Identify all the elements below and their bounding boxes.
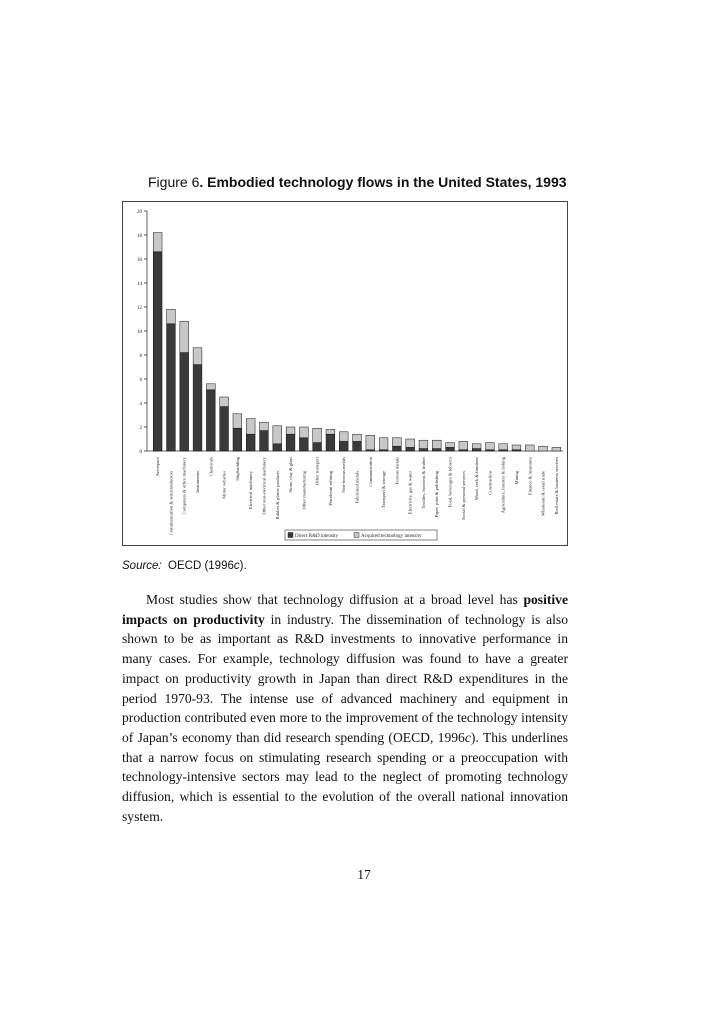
category-label: Instruments: [195, 471, 201, 493]
category-label: Mining: [513, 471, 519, 485]
bar-direct-rd: [167, 324, 176, 451]
bar-acquired: [392, 438, 401, 446]
y-tick-label: 10: [137, 330, 142, 335]
bar-acquired: [326, 429, 335, 434]
bar-direct-rd: [446, 447, 455, 451]
bar-acquired: [193, 348, 202, 365]
bar-acquired: [432, 440, 441, 448]
y-tick-label: 12: [137, 306, 142, 311]
bar-direct-rd: [339, 441, 348, 451]
category-label: Other manufacturing: [301, 471, 307, 510]
bar-acquired: [220, 397, 229, 407]
paragraph-part-3: ). This underlines that a narrow focus on stimulating research spending or a preoccupation with technology-intensive sectors may lead to the neglect of promoting technology diffusion, which is essential to the evolution of the overall national innovation system.: [122, 729, 568, 824]
category-label: Ferrous metals: [394, 457, 400, 485]
category-label: Chemicals: [208, 457, 214, 477]
category-label: Paper, print & publishing: [434, 471, 440, 518]
bar-direct-rd: [419, 449, 428, 451]
legend-swatch-acquired: [354, 533, 359, 538]
bar-direct-rd: [206, 390, 215, 451]
bar-acquired: [472, 444, 481, 449]
bar-acquired: [180, 321, 189, 352]
stacked-bar-chart: [123, 202, 569, 547]
category-label: Other transport: [314, 457, 320, 485]
bar-direct-rd: [260, 431, 269, 451]
bar-acquired: [539, 446, 548, 451]
bar-acquired: [379, 438, 388, 450]
bar-direct-rd: [233, 428, 242, 451]
source-text-end: ).: [239, 560, 247, 572]
bar-acquired: [233, 414, 242, 428]
category-label: Other non-electrical machinery: [261, 457, 267, 515]
bar-direct-rd: [472, 449, 481, 451]
figure-title: [148, 174, 567, 190]
category-label: Communication: [367, 457, 373, 487]
category-label: Real estate & business services: [553, 457, 559, 515]
y-tick-label: 16: [137, 258, 142, 263]
source-label: Source:: [122, 560, 162, 572]
page-number: 17: [357, 867, 371, 882]
bar-direct-rd: [406, 447, 415, 451]
bar-direct-rd: [313, 443, 322, 451]
bar-acquired: [153, 233, 162, 252]
y-tick-label: 20: [137, 210, 142, 215]
bar-acquired: [459, 441, 468, 449]
y-tick-label: 4: [139, 402, 142, 407]
bar-direct-rd: [180, 353, 189, 451]
category-label: Electrical machinery: [248, 471, 254, 510]
paragraph-italic: c: [464, 729, 471, 745]
category-label: Stone, clay & glass: [288, 457, 294, 493]
figure-number: Figure 6: [148, 174, 200, 190]
category-label: Fabricated metals: [354, 471, 360, 504]
bar-acquired: [499, 444, 508, 450]
bar-direct-rd: [392, 446, 401, 451]
category-label: Electricity, gas & water: [407, 471, 413, 515]
category-label: Transport & storage: [381, 471, 387, 508]
bar-acquired: [260, 422, 269, 430]
category-label: Non-ferrous metals: [341, 457, 347, 493]
y-tick-label: 0: [139, 450, 142, 455]
category-label: Computers & office machinery: [181, 457, 187, 515]
source-text-italic: c: [233, 560, 240, 572]
bar-direct-rd: [153, 252, 162, 451]
chart-frame: [122, 201, 568, 546]
category-label: Food, beverages & tobacco: [447, 457, 453, 508]
paragraph-part-2: in industry. The dissemination of technology is also shown to be as important as R&D investments to innovative performance in many cases. For example, technology diffusion was found to have a greater impact on productivity growth in Japan than direct R&D expenditures in the period 1970-93. The intense use of advanced machinery and equipment in production contributed even more to the improvement of the technology intensity of Japan’s economy than did research spending (OECD, 1996: [122, 611, 568, 745]
bar-acquired: [512, 445, 521, 450]
bar-direct-rd: [220, 407, 229, 451]
bar-acquired: [419, 440, 428, 448]
bar-acquired: [206, 384, 215, 390]
bar-direct-rd: [353, 441, 362, 451]
category-label: Social & personal services: [460, 471, 466, 520]
legend-label-acquired: Acquired technology intensity: [361, 534, 422, 539]
category-label: Wood, cork & furniture: [474, 457, 480, 501]
category-label: Motor vehicles: [221, 471, 227, 499]
bar-direct-rd: [246, 434, 255, 451]
bar-acquired: [406, 439, 415, 447]
bar-acquired: [525, 445, 534, 451]
bar-acquired: [273, 426, 282, 444]
bar-direct-rd: [326, 434, 335, 451]
paragraph-bold: positive impacts on productivity: [122, 592, 568, 627]
category-label: Wholesale & retail trade: [540, 471, 546, 517]
category-label: Aerospace: [155, 457, 161, 477]
category-label: Construction: [487, 471, 493, 495]
bar-acquired: [353, 434, 362, 441]
bar-acquired: [366, 435, 375, 449]
y-tick-label: 14: [137, 282, 142, 287]
y-tick-label: 8: [139, 354, 142, 359]
legend-swatch-direct: [288, 533, 293, 538]
bar-acquired: [339, 432, 348, 442]
legend-label-direct: Direct R&D intensity: [295, 534, 339, 539]
bar-acquired: [446, 443, 455, 448]
bar-direct-rd: [299, 438, 308, 451]
bar-acquired: [313, 428, 322, 442]
bar-acquired: [552, 447, 561, 451]
bar-acquired: [246, 419, 255, 435]
y-tick-label: 18: [137, 234, 142, 239]
bar-direct-rd: [432, 449, 441, 451]
y-tick-label: 6: [139, 378, 142, 383]
bar-direct-rd: [286, 434, 295, 451]
category-label: Textiles, footwear & leather: [420, 457, 426, 509]
category-label: Finance & insurance: [527, 457, 533, 496]
source-text: OECD (1996: [168, 560, 234, 572]
category-label: Communication & semiconductors: [168, 471, 174, 536]
figure-source: [122, 560, 247, 572]
bar-acquired: [286, 427, 295, 434]
category-label: Agriculture, forestry & fishing: [500, 457, 506, 514]
paragraph-part-1: Most studies show that technology diffusion at a broad level has: [146, 592, 524, 607]
y-tick-label: 2: [139, 426, 142, 431]
figure-caption: . Embodied technology flows in the United States, 1993: [199, 174, 567, 190]
category-label: Shipbuilding: [234, 457, 240, 481]
bar-acquired: [486, 443, 495, 450]
category-label: Rubber & plastic products: [274, 471, 280, 520]
bar-direct-rd: [273, 444, 282, 451]
bar-acquired: [299, 427, 308, 438]
body-paragraph: [122, 590, 568, 826]
category-label: Petroleum refining: [327, 471, 333, 506]
bar-acquired: [167, 309, 176, 323]
bar-direct-rd: [193, 365, 202, 451]
